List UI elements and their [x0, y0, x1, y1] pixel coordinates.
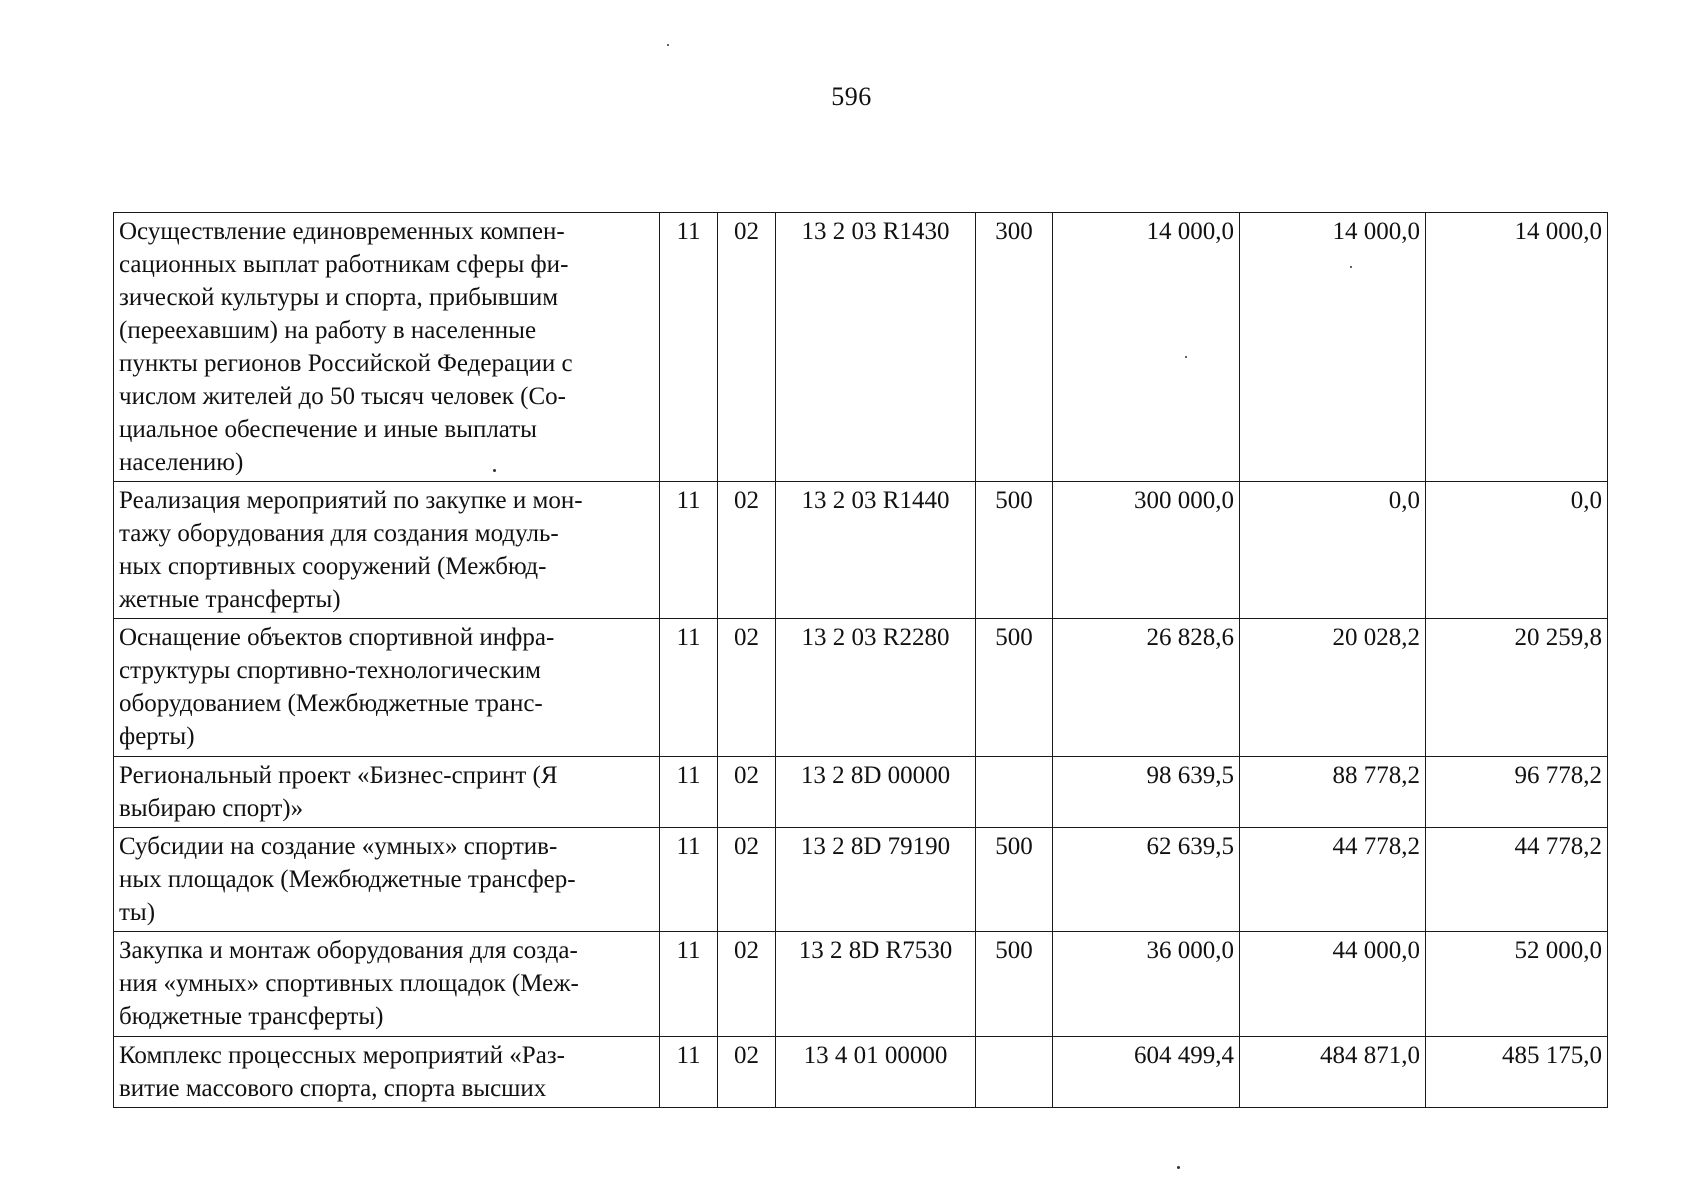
subsection-code-cell: 02 — [718, 828, 776, 932]
amount-year1-cell: 98 639,5 — [1053, 757, 1240, 828]
expense-name-line: числом жителей до 50 тысяч человек (Со- — [119, 383, 566, 410]
amount-year3-cell: 20 259,8 — [1426, 619, 1608, 757]
expense-name-line: ных спортивных сооружений (Межбюд- — [119, 553, 547, 580]
expense-name-line: Закупка и монтаж оборудования для созда- — [119, 937, 578, 964]
expense-name-cell — [114, 828, 660, 932]
subsection-code-cell: 02 — [718, 482, 776, 619]
expense-name-line: ния «умных» спортивных площадок (Меж- — [119, 970, 579, 997]
amount-year1-cell: 14 000,0 — [1053, 213, 1240, 482]
expense-name-line: циальное обеспечение и иные выплаты — [119, 416, 537, 443]
target-article-cell: 13 2 8D R7530 — [776, 932, 976, 1037]
target-article-cell: 13 4 01 00000 — [776, 1037, 976, 1108]
table-row — [114, 213, 1608, 482]
amount-year2-cell: 14 000,0 — [1240, 213, 1426, 482]
expense-name-line: жетные трансферты) — [119, 586, 341, 613]
section-code-cell: 11 — [660, 482, 718, 619]
expense-name-line: Субсидии на создание «умных» спортив- — [119, 833, 558, 860]
section-code-cell: 11 — [660, 1037, 718, 1108]
section-code-cell: 11 — [660, 619, 718, 757]
table-row — [114, 757, 1608, 828]
section-code-cell: 11 — [660, 757, 718, 828]
target-article-cell: 13 2 8D 00000 — [776, 757, 976, 828]
scan-speck — [667, 44, 669, 46]
amount-year1-cell: 26 828,6 — [1053, 619, 1240, 757]
amount-year1-cell: 604 499,4 — [1053, 1037, 1240, 1108]
amount-year2-cell: 0,0 — [1240, 482, 1426, 619]
scan-speck — [1177, 1166, 1180, 1169]
expense-name-line: населению) — [119, 449, 244, 476]
amount-year3-cell: 52 000,0 — [1426, 932, 1608, 1037]
amount-year1-cell: 300 000,0 — [1053, 482, 1240, 619]
amount-year2-cell: 88 778,2 — [1240, 757, 1426, 828]
amount-year2-cell: 44 000,0 — [1240, 932, 1426, 1037]
expense-name-cell — [114, 482, 660, 619]
expense-name-line: сационных выплат работникам сферы фи- — [119, 251, 569, 278]
expense-type-cell — [976, 1037, 1053, 1108]
amount-year3-cell: 485 175,0 — [1426, 1037, 1608, 1108]
table-row — [114, 828, 1608, 932]
amount-year3-cell: 14 000,0 — [1426, 213, 1608, 482]
expense-name-line: тажу оборудования для создания модуль- — [119, 520, 559, 547]
table-row — [114, 482, 1608, 619]
expense-name-line: зической культуры и спорта, прибывшим — [119, 284, 559, 311]
amount-year2-cell: 44 778,2 — [1240, 828, 1426, 932]
expense-name-line: структуры спортивно-технологическим — [119, 657, 541, 684]
subsection-code-cell: 02 — [718, 213, 776, 482]
expense-name-line: ных площадок (Межбюджетные трансфер- — [119, 866, 576, 893]
section-code-cell: 11 — [660, 213, 718, 482]
expense-name-line: Реализация мероприятий по закупке и мон- — [119, 487, 583, 514]
subsection-code-cell: 02 — [718, 757, 776, 828]
amount-year2-cell: 20 028,2 — [1240, 619, 1426, 757]
expense-type-cell — [976, 757, 1053, 828]
amount-year2-cell: 484 871,0 — [1240, 1037, 1426, 1108]
expense-type-cell: 500 — [976, 619, 1053, 757]
expense-name-cell — [114, 932, 660, 1037]
table-row — [114, 1037, 1608, 1108]
target-article-cell: 13 2 03 R1430 — [776, 213, 976, 482]
expense-name-line: оборудованием (Межбюджетные транс- — [119, 690, 543, 717]
page-number: 596 — [831, 82, 872, 111]
target-article-cell: 13 2 03 R1440 — [776, 482, 976, 619]
amount-year3-cell: 96 778,2 — [1426, 757, 1608, 828]
expense-type-cell: 500 — [976, 932, 1053, 1037]
expense-type-cell: 300 — [976, 213, 1053, 482]
budget-table — [113, 212, 1608, 1108]
expense-name-line: ты) — [119, 899, 156, 926]
expense-name-cell — [114, 1037, 660, 1108]
amount-year3-cell: 44 778,2 — [1426, 828, 1608, 932]
amount-year1-cell: 62 639,5 — [1053, 828, 1240, 932]
expense-name-line: пункты регионов Российской Федерации с — [119, 350, 573, 377]
section-code-cell: 11 — [660, 828, 718, 932]
expense-name-line: Осуществление единовременных компен- — [119, 218, 565, 245]
expense-type-cell: 500 — [976, 828, 1053, 932]
table-row — [114, 932, 1608, 1037]
target-article-cell: 13 2 8D 79190 — [776, 828, 976, 932]
expense-name-line: Оснащение объектов спортивной инфра- — [119, 624, 555, 651]
section-code-cell: 11 — [660, 932, 718, 1037]
expense-name-line: ферты) — [119, 723, 195, 750]
subsection-code-cell: 02 — [718, 619, 776, 757]
expense-name-cell — [114, 213, 660, 482]
expense-name-cell — [114, 619, 660, 757]
expense-name-line: выбираю спорт)» — [119, 795, 304, 822]
subsection-code-cell: 02 — [718, 932, 776, 1037]
expense-name-line: витие массового спорта, спорта высших — [119, 1075, 547, 1102]
amount-year3-cell: 0,0 — [1426, 482, 1608, 619]
expense-name-line: Комплекс процессных мероприятий «Раз- — [119, 1042, 565, 1069]
table-row — [114, 619, 1608, 757]
expense-name-cell — [114, 757, 660, 828]
expense-name-line: (переехавшим) на работу в населенные — [119, 317, 537, 344]
amount-year1-cell: 36 000,0 — [1053, 932, 1240, 1037]
expense-type-cell: 500 — [976, 482, 1053, 619]
table-body — [114, 213, 1608, 1108]
target-article-cell: 13 2 03 R2280 — [776, 619, 976, 757]
subsection-code-cell: 02 — [718, 1037, 776, 1108]
expense-name-line: Региональный проект «Бизнес-спринт (Я — [119, 762, 558, 789]
expense-name-line: бюджетные трансферты) — [119, 1003, 384, 1030]
